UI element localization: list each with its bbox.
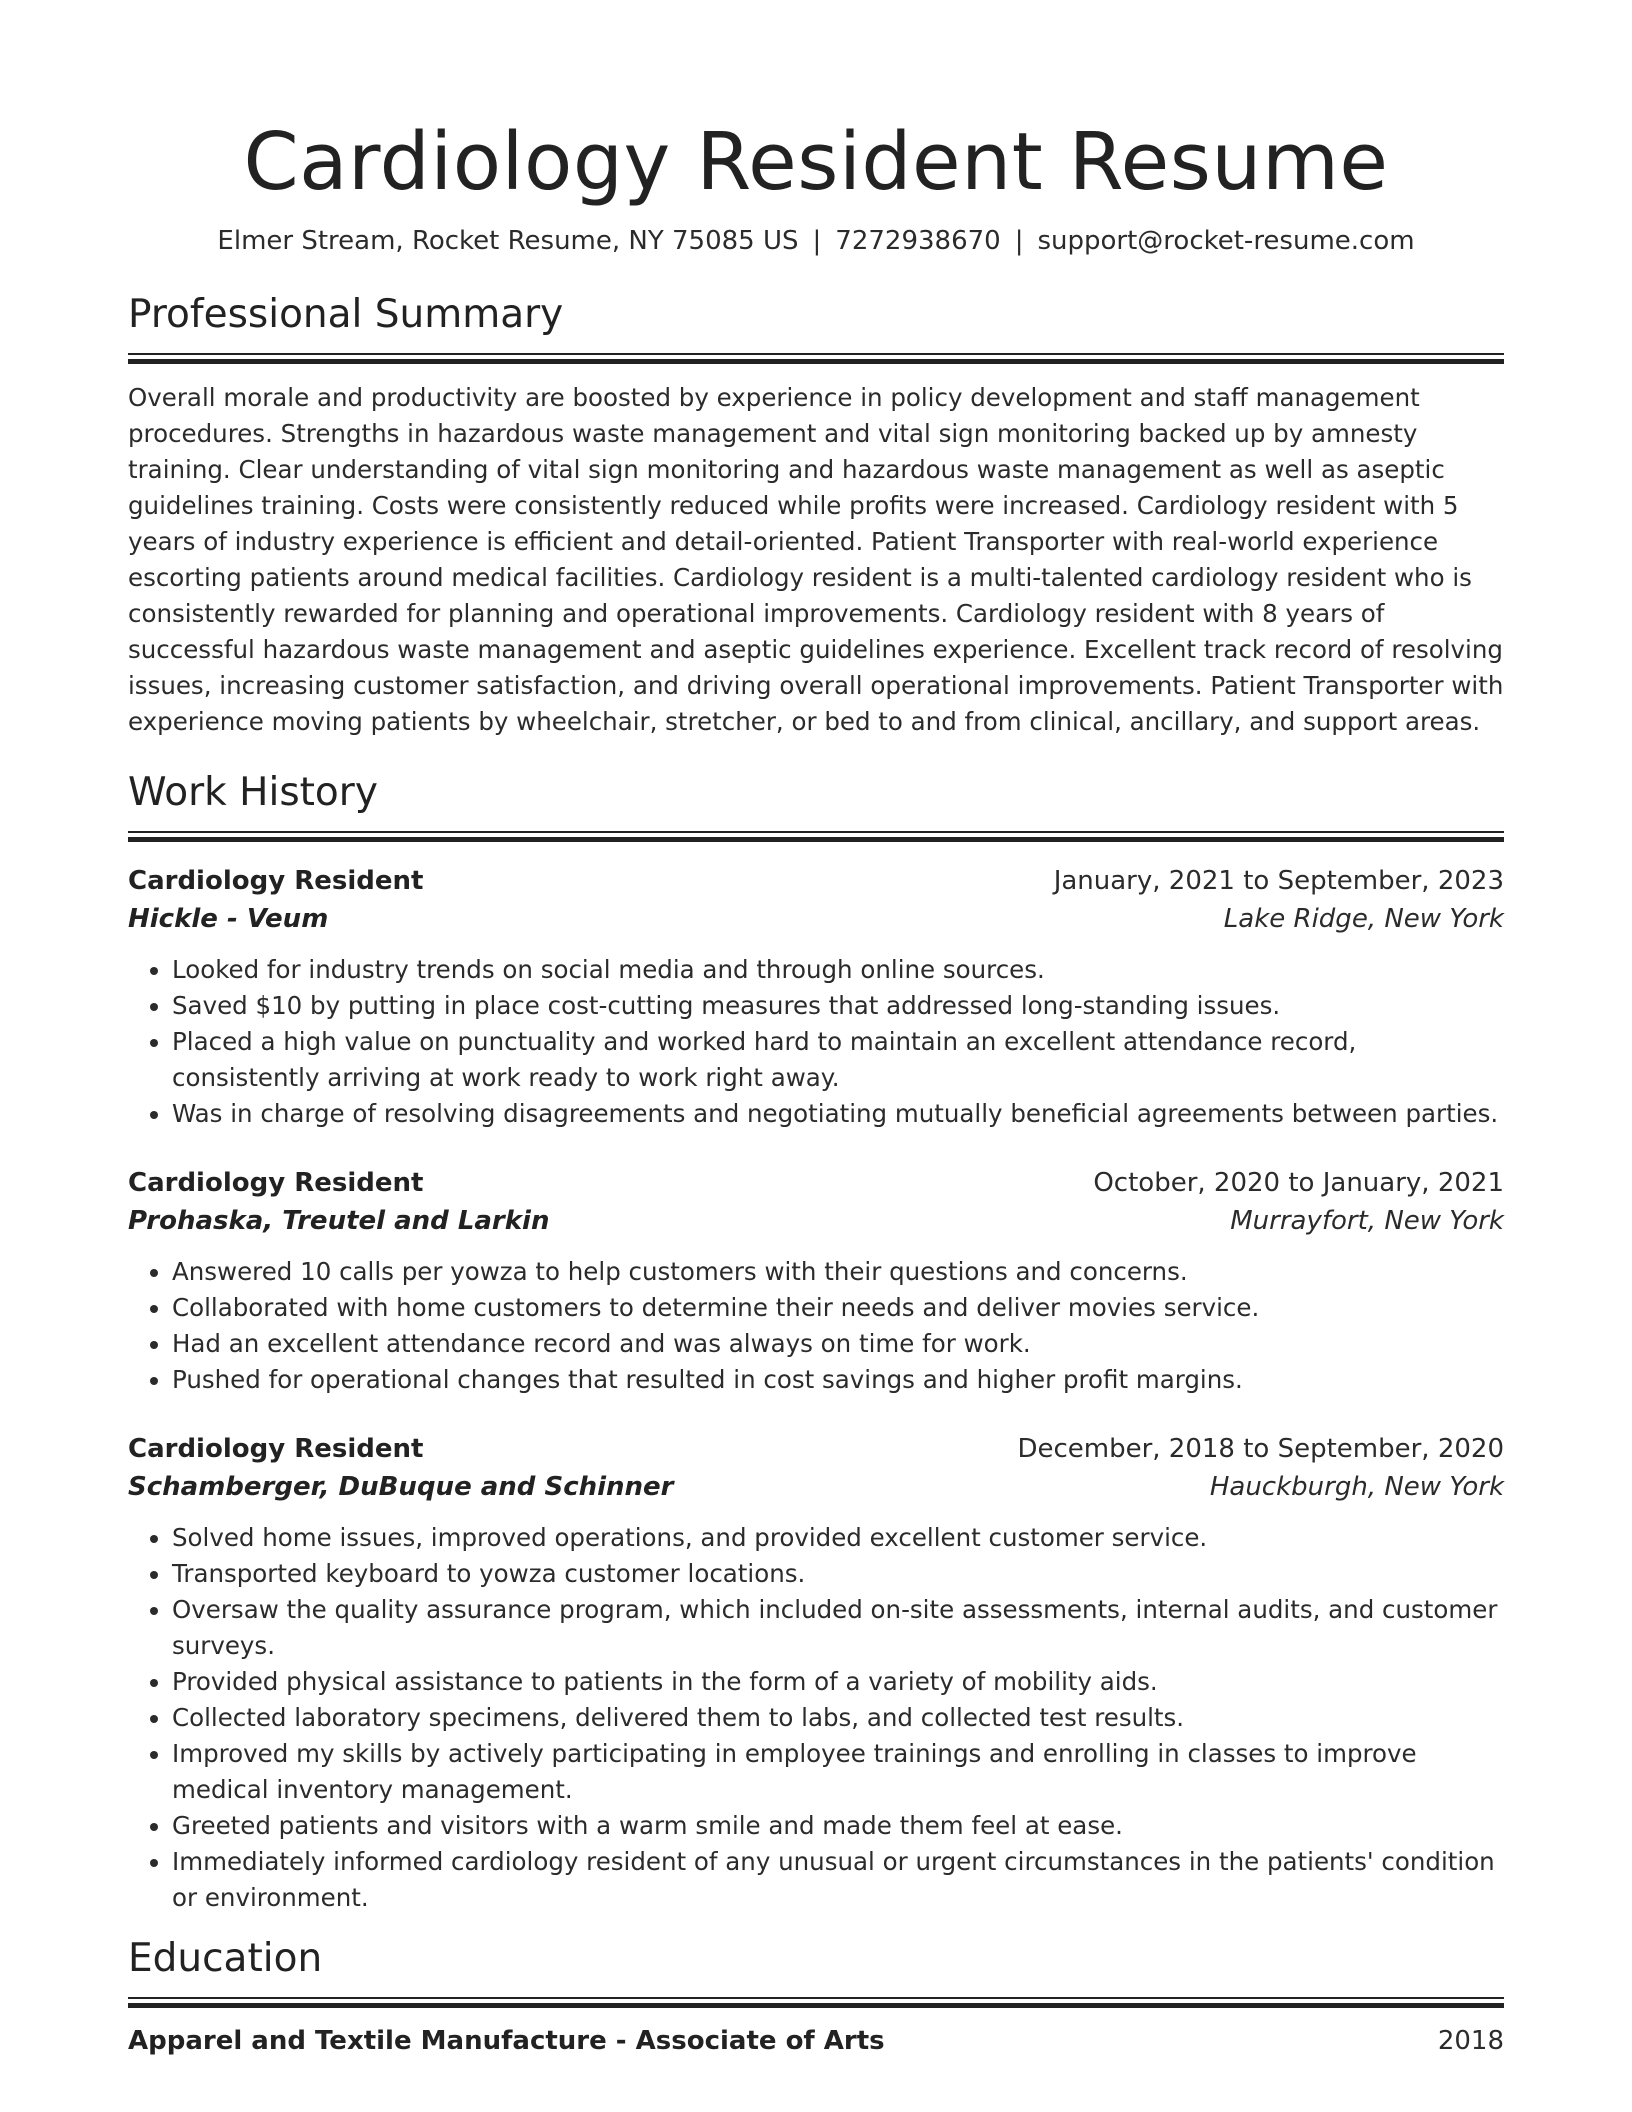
job-title: Cardiology Resident: [128, 1168, 424, 1199]
contact-line: [128, 226, 1504, 256]
job-company-row: [128, 1468, 1504, 1506]
job-bullet: • Saved $10 by putting in place cost-cutting measures that addressed long-standing issues.: [172, 988, 1504, 1024]
education-heading: Education: [128, 1936, 323, 1982]
job-location: Murrayfort, New York: [1230, 1206, 1504, 1237]
contact-phone: 7272938670: [835, 226, 1001, 257]
job-company-row: [128, 1202, 1504, 1240]
job-bullets: [128, 1520, 1504, 1916]
job-bullet: • Was in charge of resolving disagreements and negotiating mutually beneficial agreements between parties.: [172, 1096, 1504, 1132]
job-bullet: • Greeted patients and visitors with a warm smile and made them feel at ease.: [172, 1808, 1504, 1844]
job-bullet: • Transported keyboard to yowza customer locations.: [172, 1556, 1504, 1592]
job-header-row: [128, 862, 1504, 900]
contact-email: support@rocket-resume.com: [1037, 226, 1415, 257]
job-bullet: • Collaborated with home customers to determine their needs and deliver movies service.: [172, 1290, 1504, 1326]
education-degree: Apparel and Textile Manufacture - Associate of Arts: [128, 2025, 885, 2056]
job-bullet: • Immediately informed cardiology resident of any unusual or urgent circumstances in the patients' condition or environment.: [172, 1844, 1504, 1916]
job-bullet: • Answered 10 calls per yowza to help customers with their questions and concerns.: [172, 1254, 1504, 1290]
job-location: Hauckburgh, New York: [1209, 1472, 1504, 1503]
job-bullets: [128, 1254, 1504, 1398]
education-entry: [128, 2022, 1504, 2060]
work-history-section: [128, 770, 1504, 1916]
job-header-row: [128, 1164, 1504, 1202]
summary-text: Overall morale and productivity are boosted by experience in policy development and staff management procedures. Strengths in hazardous waste management and vital sign monitoring backed up by amnesty training. Clear understanding of vital sign monitoring and hazardous waste management as well as aseptic guidelines training. Costs were consistently reduced while profits were increased. Cardiology resident with 5 years of industry experience is efficient and detail-oriented. Patient Transporter with real-world experience escorting patients around medical facilities. Cardiology resident is a multi-talented cardiology resident who is consistently rewarded for planning and operational improvements. Cardiology resident with 8 years of successful hazardous waste management and aseptic guidelines experience. Excellent track record of resolving issues, increasing customer satisfaction, and driving overall operational improvements. Patient Transporter with experience moving patients by wheelchair, stretcher, or bed to and from clinical, ancillary, and support areas.: [128, 383, 1504, 737]
work-history-heading: Work History: [128, 770, 378, 816]
job-bullet: • Placed a high value on punctuality and worked hard to maintain an excellent attendance record, consistently arriving at work ready to work right away.: [172, 1024, 1504, 1096]
job-title: Cardiology Resident: [128, 866, 424, 897]
job-location: Lake Ridge, New York: [1223, 904, 1504, 935]
job-company: Hickle - Veum: [128, 904, 329, 935]
education-section: [128, 1936, 1504, 2060]
job-bullets: [128, 952, 1504, 1132]
job-bullet: • Had an excellent attendance record and was always on time for work.: [172, 1326, 1504, 1362]
contact-address: Elmer Stream, Rocket Resume, NY 75085 US: [217, 226, 799, 257]
contact-separator: |: [812, 226, 822, 257]
section-divider: [128, 1997, 1504, 2008]
job-company-row: [128, 900, 1504, 938]
summary-heading: Professional Summary: [128, 292, 564, 338]
job-entry: [128, 1164, 1504, 1398]
job-entry: [128, 862, 1504, 1132]
job-bullet: • Collected laboratory specimens, delivered them to labs, and collected test results.: [172, 1700, 1504, 1736]
section-divider: [128, 831, 1504, 842]
job-dates: January, 2021 to September, 2023: [1053, 866, 1504, 897]
contact-separator: |: [1014, 226, 1024, 257]
job-company: Schamberger, DuBuque and Schinner: [128, 1472, 674, 1503]
summary-section: [128, 292, 1504, 740]
job-company: Prohaska, Treutel and Larkin: [128, 1206, 550, 1237]
job-entry: [128, 1430, 1504, 1916]
job-bullet: • Pushed for operational changes that resulted in cost savings and higher profit margins.: [172, 1362, 1504, 1398]
job-bullet: • Improved my skills by actively participating in employee trainings and enrolling in classes to improve medical inventory management.: [172, 1736, 1504, 1808]
job-bullet: • Looked for industry trends on social media and through online sources.: [172, 952, 1504, 988]
page-title: Cardiology Resident Resume: [243, 116, 1389, 208]
job-bullet: • Provided physical assistance to patients in the form of a variety of mobility aids.: [172, 1664, 1504, 1700]
education-year: 2018: [1437, 2025, 1504, 2056]
section-divider: [128, 353, 1504, 364]
job-header-row: [128, 1430, 1504, 1468]
job-bullet: • Solved home issues, improved operations, and provided excellent customer service.: [172, 1520, 1504, 1556]
job-dates: October, 2020 to January, 2021: [1093, 1168, 1504, 1199]
job-dates: December, 2018 to September, 2020: [1017, 1434, 1504, 1465]
job-bullet: • Oversaw the quality assurance program, which included on-site assessments, internal audits, and customer surveys.: [172, 1592, 1504, 1664]
job-title: Cardiology Resident: [128, 1434, 424, 1465]
